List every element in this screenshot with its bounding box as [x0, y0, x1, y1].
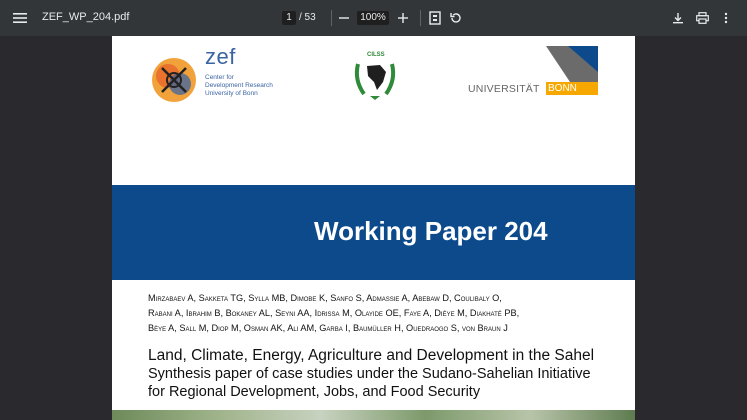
zef-wordmark: zef: [205, 44, 236, 69]
bonn-text: BONN: [546, 82, 598, 95]
working-paper-title: Working Paper 204: [314, 216, 548, 246]
title-banner: [112, 185, 635, 280]
rotate-icon[interactable]: [444, 6, 468, 30]
pdf-page[interactable]: [112, 36, 635, 420]
paper-title: [148, 347, 628, 401]
page-number-input[interactable]: 1: [282, 11, 296, 25]
zef-subtitle: Center for Development Research University of Bonn: [205, 74, 273, 97]
author-line: Bèye A, Sall M, Diop M, Osman AK, Ali AM, Garba I, Baumüller H, Ouedraogo S, von Braun J: [148, 323, 508, 333]
title-line: for Regional Development, Jobs, and Food Security: [148, 384, 481, 400]
author-line: Rabani A, Ibrahim B, Bokaney AL, Seyni AA, Idrissa M, Olayide OE, Faye A, Diéye M, Diakhaté PB,: [148, 308, 520, 318]
author-list: [148, 291, 618, 336]
divider: [420, 10, 421, 26]
cover-photo: [112, 410, 635, 420]
cilss-logo: [350, 50, 400, 102]
download-icon[interactable]: [666, 6, 690, 30]
zoom-out-icon[interactable]: [332, 6, 356, 30]
print-icon[interactable]: [690, 6, 714, 30]
title-line: Land, Climate, Energy, Agriculture and Development in the Sahel: [148, 347, 595, 364]
more-icon[interactable]: [714, 6, 738, 30]
pdf-toolbar: [0, 0, 747, 36]
university-text: UNIVERSITÄT: [468, 83, 540, 95]
author-line: Mirzabaev A, Sakketa TG, Sylla MB, Dimobe K, Sanfo S, Admassie A, Abebaw D, Coulibaly O,: [148, 293, 502, 303]
page-total: / 53: [299, 12, 316, 23]
zoom-in-icon[interactable]: [391, 6, 415, 30]
menu-icon[interactable]: [8, 6, 32, 30]
title-line: Synthesis paper of case studies under the Sudano-Sahelian Initiative: [148, 366, 591, 382]
file-name: ZEF_WP_204.pdf: [42, 11, 130, 23]
zoom-level-input[interactable]: 100%: [357, 11, 389, 25]
cilss-text: CILSS: [367, 52, 385, 58]
